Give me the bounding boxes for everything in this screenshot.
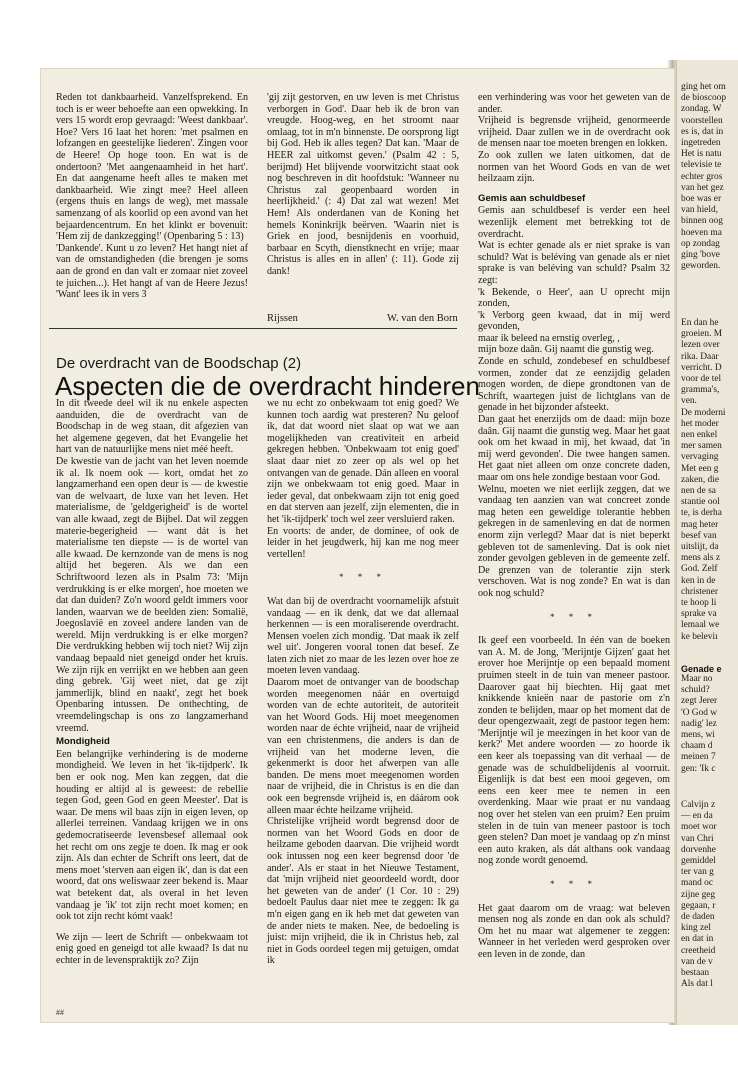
signature-place: Rijssen (267, 313, 298, 324)
next-page-line: christener (681, 586, 718, 597)
next-page-line: vervaging (681, 452, 719, 463)
next-page-line: van het gez (681, 182, 724, 193)
next-page-line: En dan he (681, 318, 719, 328)
next-page-line: dorvenhe (681, 844, 716, 855)
next-page-line: gramma's, (681, 385, 720, 396)
next-page-line: gemiddel (681, 856, 716, 867)
next-page-line: echter gros (681, 171, 723, 182)
next-page-line: mag heter (681, 519, 719, 530)
next-page-line: op zondag (681, 238, 720, 249)
top-column-2-text: 'gij zijt gestorven, en uw leven is met Christus verborgen in God'. Daar heb ik de bron van vreugde. Hoog-weg, en het stroomt naar omlaag, tot in m'n binnenste. De oorsprong ligt bij God. Heb ik alles tegen? Dat kan. 'Maar de HEER zal uitkomst geven.' (Psalm 42 : 5, berijmd) Het blijvende voorwitzicht staat ook nog beschreven in dit hoofdstuk: 'Wanneer nu Christus zal geopenbaard worden in heerlijkheid.' (: 4) Dat zal wat wezen! Met Hem! Als onderdanen van de Koning het hemels Koninkrijk beërven. 'Waarin niet is Griek en jood, besnijdenis en voorhuid, barbaar en Scyth, dienstknecht en vrije; maar Christus is alles en in allen' (: 11). Gode zij dank! (267, 92, 459, 277)
next-page-line: schuld? (681, 685, 710, 696)
next-page-line: televisie te (681, 160, 722, 171)
next-page-line: zegt Jerer (681, 696, 718, 707)
signature-author: W. van den Born (387, 313, 458, 324)
column-1-ending: We zijn — leert de Schrift — onbekwaam tot enig goed en geneigd tot alle kwaad? Is dat nu echter in de levenspraktijk zo? Zijn (56, 931, 248, 966)
next-page-line: creetheid (681, 945, 716, 956)
column-3-intro: een verhindering was voor het geweten van de ander. Vrijheid is begrensde vrijheid, genormeerde vrijheid. Daar zullen we in de overdracht ook de mensen naar toe moeten brengen en lokken. Zo ook zullen we laten uitkomen, dat de normen van het Woord Gods en van de wet heilzaam zijn. (478, 92, 670, 185)
next-page-line: zaken, die (681, 474, 719, 485)
next-page-line: van Chri (681, 833, 714, 844)
next-page-block-b (681, 318, 726, 643)
next-page-line: groeien. M (681, 329, 723, 340)
intro-text: In dit tweede deel wil ik nu enkele aspecten aanduiden, die de overdracht van de Boodschap in de weg staan, dit afgezien van het algemene gegeven, dat het Evangelie het hart van de natuurlijke mens niet méé heeft. De kwestie van de jacht van het leven noemde ik al. Ik noem ook — kort, omdat het zo langzamerhand een open deur is — de kwestie van de welvaart, de luxe van het leven. Het materialisme, de 'geldgerigheid' is de wortel van alle kwaad, zegt de Bijbel. Dat wil zeggen materie-begerigheid — want dát is het materialisme ten diepste — is de wortel van alle kwaad. De kernzonde van de mens is nog altijd het begeren. Als we dan een Schriftwoord lezen als in Psalm 73: 'Mijn verdrukking is er elke morgen', hoe moeten we dat dan duiden? Zo'n woord geldt immers voor landen, waarvan we de beelden zien: Somalië, Joegoslavië en zoveel andere landen van de wereld. Mijn verdrukking is er elke morgen? Die verdrukking hebben wij toch niet? Wij zijn vandaag bepaald niet geneigd onder het kruis. We zijn rijk en verrijkt en we hebben aan geen ding gebrek. 'Gij weet niet, dat ge zijt jammerlijk, blind en naakt', zegt het boek Openbaring intussen. De onthechting, de vreemdelingschap is ons zo langzamerhand vreemd. (56, 398, 248, 734)
next-page-line: boe was er (681, 194, 722, 205)
top-column-1 (56, 92, 248, 301)
next-page-line: ingetreden (681, 138, 721, 149)
section-separator-2: * * * (550, 611, 598, 622)
next-page-line: king zel (681, 923, 711, 934)
next-page-line: ter van g (681, 867, 714, 878)
next-page-line: nen de sa (681, 486, 716, 497)
article-subtitle: De overdracht van de Boodschap (2) (56, 355, 302, 372)
next-page-line: de daden (681, 912, 715, 923)
next-page-line: verricht. D (681, 362, 722, 373)
next-page-line: ven. (681, 396, 697, 407)
next-page-line: gen: 'Ik c (681, 763, 716, 774)
next-page-edge (676, 60, 738, 1025)
next-page-line: 'O God w (681, 707, 718, 718)
next-page-line: ging het om (681, 82, 726, 92)
divider-line (49, 328, 457, 329)
next-page-block-c (681, 674, 717, 775)
next-page-line: nadig' lez (681, 718, 717, 729)
next-page-line: mer samen (681, 441, 722, 452)
next-page-heading: Genade e (681, 664, 722, 674)
next-page-line: voorstellen (681, 115, 723, 126)
next-page-line: — en da (681, 811, 713, 822)
column-2-body: Wat dan bij de overdracht voornamelijk afstuit vandaag — en ik denk, dat we dat allemaal herkennen — is een moraliserende overdracht. Mensen voelen zich mondig. 'Dat maak ik zelf wel uit'. Jongeren vooral tonen dat besef. Ze laten zich niet zo maar de les lezen over hoe ze moeten leven vandaag. Daarom moet de ontvanger van de boodschap worden meegenomen náár en overtuigd worden van de echte autoriteit, de autoriteit van het Woord Gods. Hij moet meegenomen worden naar de échte vrijheid, naar de vrijheid van een christenmens, die anders is dan de vrijheid van het moderne leven, die gekenmerkt is door het afwerpen van alle banden. De mens moet meegenomen worden naar de vrijheid, die in Christus is en die dan ook een begrensde vrijheid is, en dáárom ook alleen maar échte heilzame vrijheid. Christelijke vrijheid wordt begrensd door de normen van het Woord Gods en door de heilzame geboden daarvan. Die vrijheid wordt ook intussen nog een keer begrensd door 'de ander'. Als er staat in het Nieuwe Testament, dat 'mijn vrijheid niet geoordeeld wordt, door het geweten van de ander' (1 Cor. 10 : 29) bedoelt Paulus daar niet mee te zeggen: Ik ga m'n eigen gang en ik heb met dat geweten van de ander niets te maken. Nee, de bedoeling is juist: mijn vrijheid, die ik in Christus heb, zal niet in Gods oordeel tegen mij getuigen, omdat ik (267, 595, 459, 967)
next-page-line: Maar no (681, 674, 713, 684)
top-column-2 (267, 92, 459, 278)
next-page-line: Calvijn z (681, 800, 716, 810)
next-page-line: ging 'bove (681, 250, 720, 261)
next-page-line: meinen 7 (681, 752, 716, 763)
next-page-line: es is, dat in (681, 126, 724, 137)
next-page-line: chaam d (681, 741, 713, 752)
magazine-page (40, 68, 675, 1023)
next-page-line: het moder (681, 418, 719, 429)
next-page-line: en dat in (681, 934, 714, 945)
article-column-2 (267, 398, 459, 967)
next-page-line: moet wor (681, 822, 717, 833)
next-page-line: De moderni (681, 407, 726, 418)
next-page-line: van hield, (681, 205, 718, 216)
next-page-line: lemaal we (681, 620, 720, 631)
article-column-3 (478, 92, 670, 961)
article-column-1 (56, 398, 248, 967)
mondigheid-text: Een belangrijke verhindering is de moderne mondigheid. We leven in het 'ik-tijdperk'. Ik ben er ook nog. Men kan zeggen, dat die houding er altijd al is geweest: de rebellie tegen God, geen God en geen Meester'. Dat is waar. De mens wil baas zijn in eigen leven, op allerlei terreinen. Vandaag krijgen we in ons gedemocratiseerde levensbesef allemaal ook het recht om ons zegje te doen. Ik mag er ook zijn. Als dan echter de Schrift ons leert, dat de mens moet 'sterven aan eigen ik', dan is dat een woord, dat ons weliswaar zeer bekend is. Maar wat betekent dat, als overal in het leven vandaag je 'ik' tot zijn recht moet komen; en ook tot zijn recht kómt vaak! (56, 748, 248, 923)
next-page-line: uitslijt, da (681, 542, 719, 553)
next-page-line: God. Zelf (681, 564, 718, 575)
next-page-line: sprake va (681, 609, 717, 620)
heading-schuldbesef: Gemis aan schuldbesef (478, 192, 586, 204)
section-separator-3: * * * (550, 879, 598, 889)
next-page-line: Het is natu (681, 149, 722, 160)
next-page-line: Als dat l (681, 979, 713, 990)
next-page-line: voor de tel (681, 374, 722, 385)
merijntje-example: Ik geef een voorbeeld. In één van de boeken van A. M. de Jong, 'Merijntje Gijzen' gaat het erover hoe Merijntje op een bepaald moment pruimen steelt in de tuin van meneer pastoor. Daarover gaat hij biechten. Hij gaat met knikkende knieën naar de pastorie om z'n zonden te belijden, maar op het moment dat de deur opengezwaait, zegt de pastoor tegen hem: 'Merijntje wil je meezingen in het koor van de kerk?' Met andere woorden — zo hoorde ik een keer als toepassing van dit verhaal — de genade was de schuldbelijdenis al voorruit. Eigenlijk is dat best een mooi gegeven, om eens een keer mee te nemen in een overdenking. Maar wie praat er nu vandaag nog over het stelen van een pruim? Een pruim stelen in de tuin van meneer pastoor is toch geen stelen? Dan moet je vandaag op z'n minst een auto kraken, als dát althans ook vandaag nog zonde wordt genoemd. (478, 635, 670, 867)
next-page-line: te hoop li (681, 598, 717, 609)
next-page-line: stantie ool (681, 497, 720, 508)
next-page-line: ke beleviı (681, 631, 718, 642)
next-page-line: binnen oog (681, 216, 723, 227)
next-page-line: nen enkel (681, 430, 718, 441)
next-page-line: mens als z (681, 553, 721, 564)
article-title: Aspecten die de overdracht hinderen (55, 371, 480, 401)
next-page-block-a (681, 82, 726, 272)
column-3-ending: Het gaat daarom om de vraag: wat beleven mensen nog als zonde en dan ook als schuld? Om het nu maar wat algemener te zeggen: Wanneer in het verleden werd gesproken over een leven in de zonde, dan (478, 902, 670, 960)
next-page-line: de bioscoop (681, 93, 727, 104)
next-page-line: mens, wi (681, 730, 715, 741)
next-page-line: zijne geg (681, 889, 716, 900)
next-page-line: geworden. (681, 261, 721, 272)
section-separator: * * * (339, 572, 387, 583)
column-2-intro: we nu echt zo onbekwaam tot enig goed? We kunnen toch aardig wat presteren? Nu geloof ik, dat dat woord niet slaat op wat we aan mogelijkheden van creativiteit en arbeid gekregen hebben. 'Onbekwaam tot enig goed' slaat daar niet zo zeer op als wel op het ontvangen van de genade. Dán alleen en vooral zijn we onbekwaam tot enig goed. Maar in ieder geval, dat onbekwaam zijn tot enig goed en dat sterven aan jezelf, zijn elementen, die in het 'ik-tijdperk' toch wel zeer versluierd raken. En voorts: de ander, de dominee, of ook de leider in het jeugdwerk, hij kan me nog meer vertellen! (267, 398, 459, 560)
heading-mondigheid: Mondigheid (56, 736, 110, 748)
next-page-line: mand oc (681, 878, 714, 889)
next-page-line: te, is derha (681, 508, 722, 519)
next-page-line: besef van (681, 530, 717, 541)
page-folio: ## (56, 1008, 64, 1017)
schuldbesef-text: Gemis aan schuldbesef is verder een heel wezenlijk element met betrekking tot de overdracht. Wat is echter genade als er niet sprake is van schuld? Wat is beléving van genade als er niet sprake is van beléving van schuld? Psalm 32 zegt: 'k Bekende, o Heer', aan U oprecht mijn zonden, 'k Verborg geen kwaad, dat in mij werd gevonden, maar ik beleed na ernstig overleg, , mijn boze daân. Gij naamt die gunstig weg. Zonde en schuld, zondebesef en schuldbesef vormen, zonder dat ze eenzijdig geladen mogen worden, de diepe grondtonen van de Schrift, waartegen juist de lichtglans van de genade in het bijzonder afsteekt. Dan gaat het enerzijds om de daad: mijn boze daân. Gij naamt die gunstig weg. Maar het gaat ook om het kwaad in mij, het kwaad, dat 'in mij werd gevonden'. Die twee hangen samen. Het gaat niet alleen om onze concrete daden, maar om ons hele zondige bestaan voor God. Welnu, moeten we niet eerlijk zeggen, dat we vandaag ten aanzien van wat concreet zonde mag heten een geweldige tolerantie hebben gekregen in de samenleving en dat de normen enorm zijn verlegd? Maar dat is niet beperkt gebleven tot de samenleving. Dat is ook niet zonder gevolgen gebleven in de gemeente zelf. De grenzen van de tolerantie zijn sterk verschoven. Wat is nog zonde? En wat is dan ook nog schuld? (478, 205, 670, 599)
top-column-1-text: Reden tot dankbaarheid. Vanzelfsprekend. En toch is er weer behoefte aan een opwekking. In vers 15 wordt erop gevraagd: 'Weest dankbaar'. Hoe? Vers 16 laat het horen: 'met psalmen en lofzangen en geestelijke liederen'. Zingen voor de Heere! Op hoge toon. En wat is de ondertoon? 'Met aangenaamheid in het hart'. En dat aangename heeft alles te maken met dankbaarheid. Wie zingt mee? Heel alleen (ergens thuis en langs de weg), met massale samenzang of als koorlid op een avond van het bejaardencentrum. En het klinkt er bovenuit: 'Hem zij de dankzegging!' (Openbaring 5 : 13) 'Dankende'. Kunt u zo leven? Het hangt niet af van de omstandigheden (die brengen je soms aan de grond en dan valt er zomaar niet zoveel te juichen...). Het hangt af van de Heere Jezus! 'Want' lees ik in vers 3 (56, 92, 248, 301)
next-page-line: hoeven ma (681, 227, 722, 238)
next-page-line: zondag. W (681, 104, 722, 115)
next-page-line: Met een g (681, 463, 719, 474)
next-page-line: ken in de (681, 575, 716, 586)
next-page-line: rika. Daar (681, 351, 719, 362)
next-page-line: lezen over (681, 340, 720, 351)
next-page-block-d (681, 800, 717, 990)
next-page-line: bestaan (681, 968, 710, 979)
next-page-line: gegaan, r (681, 900, 716, 911)
next-page-line: van de v (681, 956, 713, 967)
